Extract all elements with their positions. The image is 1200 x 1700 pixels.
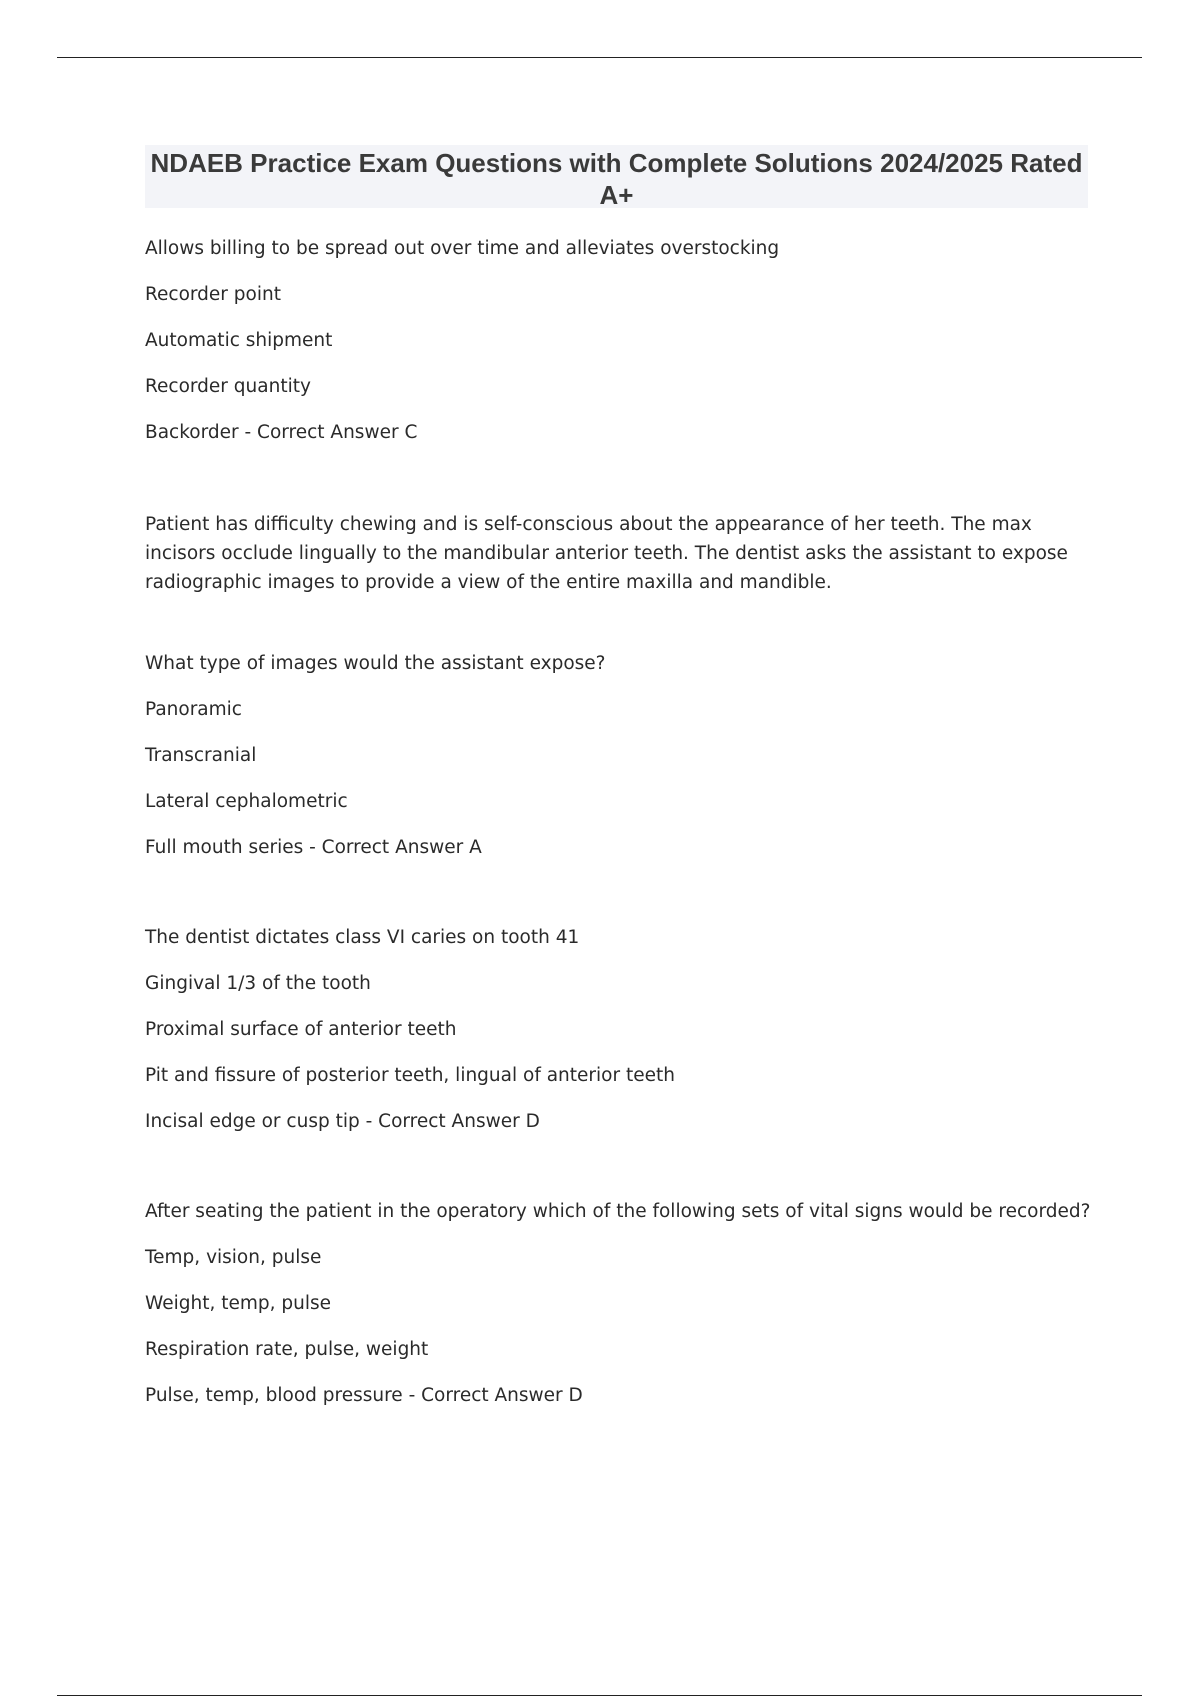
- spacer: [145, 1155, 1090, 1199]
- document-title: NDAEB Practice Exam Questions with Complete Solutions 2024/2025 Rated A+: [150, 148, 1083, 210]
- spacer: [145, 881, 1090, 925]
- answer-option: Recorder point: [145, 284, 281, 305]
- question-block-2: [145, 510, 1090, 881]
- question-block-1: [145, 236, 1090, 466]
- answer-option: Proximal surface of anterior teeth: [145, 1019, 457, 1040]
- answer-option: Automatic shipment: [145, 330, 333, 351]
- answer-option: Transcranial: [145, 745, 257, 766]
- answer-option: Respiration rate, pulse, weight: [145, 1339, 429, 1360]
- question-block-3: [145, 925, 1090, 1155]
- scenario-paragraph: Patient has difficulty chewing and is self-conscious about the appearance of her teeth. The max incisors occlude lingually to the mandibular anterior teeth. The dentist asks the assistant to expose radiographic images to provide a view of the entire maxilla and mandible.: [145, 514, 1068, 593]
- answer-option-with-key: Incisal edge or cusp tip - Correct Answer D: [145, 1111, 540, 1132]
- document-body: [145, 236, 1090, 1429]
- answer-option-with-key: Full mouth series - Correct Answer A: [145, 837, 482, 858]
- question-text: What type of images would the assistant expose?: [145, 653, 606, 674]
- answer-option: Weight, temp, pulse: [145, 1293, 332, 1314]
- question-text: After seating the patient in the operatory which of the following sets of vital signs would be recorded?: [145, 1201, 1091, 1222]
- answer-option: Panoramic: [145, 699, 242, 720]
- answer-option: Gingival 1/3 of the tooth: [145, 973, 371, 994]
- spacer: [145, 597, 1090, 651]
- answer-option: Temp, vision, pulse: [145, 1247, 322, 1268]
- top-rule: [57, 57, 1142, 58]
- question-text: The dentist dictates class VI caries on tooth 41: [145, 927, 580, 948]
- answer-option: Recorder quantity: [145, 376, 311, 397]
- answer-option-with-key: Backorder - Correct Answer C: [145, 422, 418, 443]
- answer-option: Lateral cephalometric: [145, 791, 348, 812]
- title-banner: [145, 145, 1088, 208]
- question-text: Allows billing to be spread out over time and alleviates overstocking: [145, 238, 780, 259]
- spacer: [145, 466, 1090, 510]
- answer-option: Pit and fissure of posterior teeth, lingual of anterior teeth: [145, 1065, 675, 1086]
- question-block-4: [145, 1199, 1090, 1429]
- bottom-rule: [57, 1695, 1142, 1696]
- answer-option-with-key: Pulse, temp, blood pressure - Correct Answer D: [145, 1385, 583, 1406]
